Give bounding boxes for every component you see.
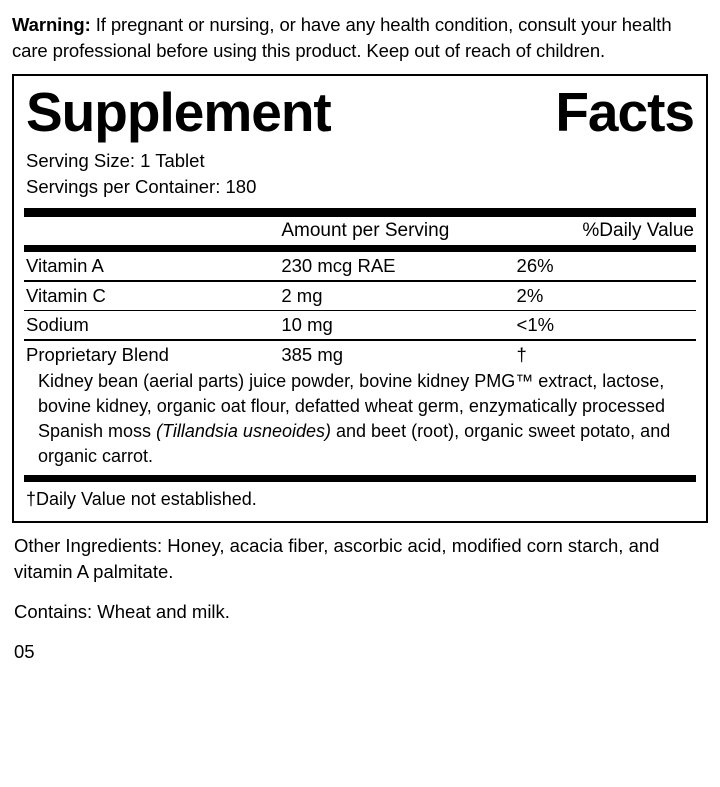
row-amount: 230 mcg RAE — [281, 255, 396, 276]
column-nutrient — [24, 217, 279, 245]
table-row — [24, 252, 696, 280]
nutrition-rows — [24, 252, 696, 369]
row-daily-value: 2% — [516, 284, 544, 306]
row-amount: 10 mg — [281, 314, 333, 335]
column-daily-value: %Daily Value — [582, 220, 694, 241]
warning-body: If pregnant or nursing, or have any health condition, consult your health care professional before using this product. Keep out of reach of children. — [12, 14, 672, 61]
row-daily-value: <1% — [516, 314, 555, 335]
divider-thick-bottom — [24, 475, 696, 482]
row-name: Sodium — [26, 314, 89, 335]
table-row — [24, 311, 696, 339]
title-supplement: Supplement — [26, 81, 331, 143]
row-name: Vitamin A — [26, 255, 104, 276]
blend-name: Proprietary Blend — [26, 343, 169, 365]
warning-label: Warning: — [12, 14, 91, 35]
nutrition-table — [24, 217, 696, 245]
blend-desc-italic: (Tillandsia usneoides) — [156, 420, 331, 441]
daily-value-footnote: †Daily Value not established. — [26, 488, 257, 509]
contains-allergens: Contains: Wheat and milk. — [14, 600, 230, 622]
row-daily-value: 26% — [516, 255, 554, 276]
divider-thick-top — [24, 208, 696, 217]
row-name: Vitamin C — [26, 284, 106, 306]
supplement-facts-panel — [12, 74, 708, 523]
supplement-facts-title — [24, 82, 696, 144]
title-facts: Facts — [555, 81, 694, 143]
divider-thick-header — [24, 245, 696, 252]
table-header-row — [24, 217, 696, 245]
other-ingredients: Other Ingredients: Honey, acacia fiber, ascorbic acid, modified corn starch, and vitamin A palmitate. — [14, 534, 660, 582]
table-row — [24, 282, 696, 310]
revision-code: 05 — [14, 640, 35, 662]
blend-ingredients — [24, 369, 696, 475]
blend-desc-part2: and beet (root), organic sweet potato, and organic carrot. — [38, 420, 671, 466]
below-panel-text — [12, 523, 708, 625]
serving-size: Serving Size: 1 Tablet — [26, 150, 205, 171]
blend-amount: 385 mg — [281, 343, 344, 365]
blend-daily-value: † — [516, 343, 527, 365]
warning-text — [12, 12, 708, 64]
servings-per-container: Servings per Container: 180 — [26, 176, 257, 197]
column-amount-per-serving: Amount per Serving — [281, 220, 450, 241]
table-row-proprietary-blend — [24, 341, 696, 369]
blend-desc-part1: Kidney bean (aerial parts) juice powder, bovine kidney PMG™ extract, lactose, bovine kidney, organic oat flour, defatted wheat germ, enzymatically processed Spanish moss — [38, 370, 666, 441]
serving-info — [24, 144, 696, 202]
row-amount: 2 mg — [281, 284, 323, 306]
